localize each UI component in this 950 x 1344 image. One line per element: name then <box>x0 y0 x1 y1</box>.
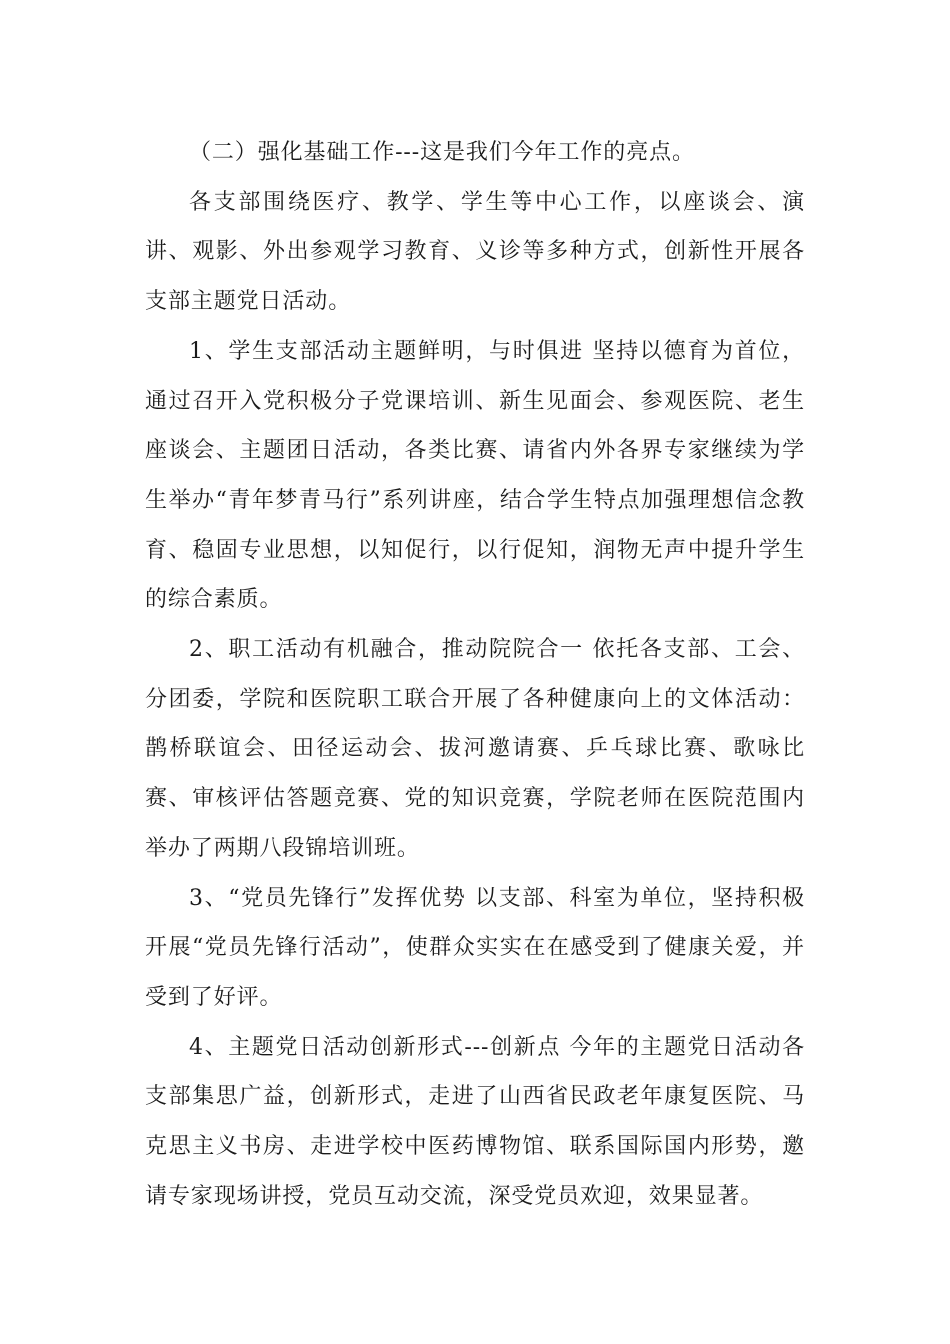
paragraph-item-2: 2、职工活动有机融合，推动院院合一 依托各支部、工会、分团委，学院和医院职工联合开展了各种健康向上的文体活动：鹊桥联谊会、田径运动会、拔河邀请赛、乒乓球比赛、歌咏比赛、审核评估答题竞赛、党的知识竞赛，学院老师在医院范围内举办了两期八段锦培训班。 <box>145 637 805 861</box>
paragraph-item-3: 3、“党员先锋行”发挥优势 以支部、科室为单位，坚持积极开展“党员先锋行活动”，使群众实实在在感受到了健康关爱，并受到了好评。 <box>145 885 805 1010</box>
document-body <box>145 128 805 1221</box>
paragraph-item-1: 1、学生支部活动主题鲜明，与时俱进 坚持以德育为首位，通过召开入党积极分子党课培训、新生见面会、参观医院、老生座谈会、主题团日活动，各类比赛、请省内外各界专家继续为学生举办“青年梦青马行”系列讲座，结合学生特点加强理想信念教育、稳固专业思想，以知促行，以行促知，润物无声中提升学生的综合素质。 <box>145 338 805 613</box>
paragraph-intro: 各支部围绕医疗、教学、学生等中心工作，以座谈会、演讲、观影、外出参观学习教育、义诊等多种方式，创新性开展各支部主题党日活动。 <box>145 189 805 315</box>
section-heading: （二）强化基础工作---这是我们今年工作的亮点。 <box>189 140 695 165</box>
paragraph-item-4: 4、主题党日活动创新形式---创新点 今年的主题党日活动各支部集思广益，创新形式，走进了山西省民政老年康复医院、马克思主义书房、走进学校中医药博物馆、联系国际国内形势，邀请专家现场讲授，党员互动交流，深受党员欢迎，效果显著。 <box>145 1034 805 1209</box>
